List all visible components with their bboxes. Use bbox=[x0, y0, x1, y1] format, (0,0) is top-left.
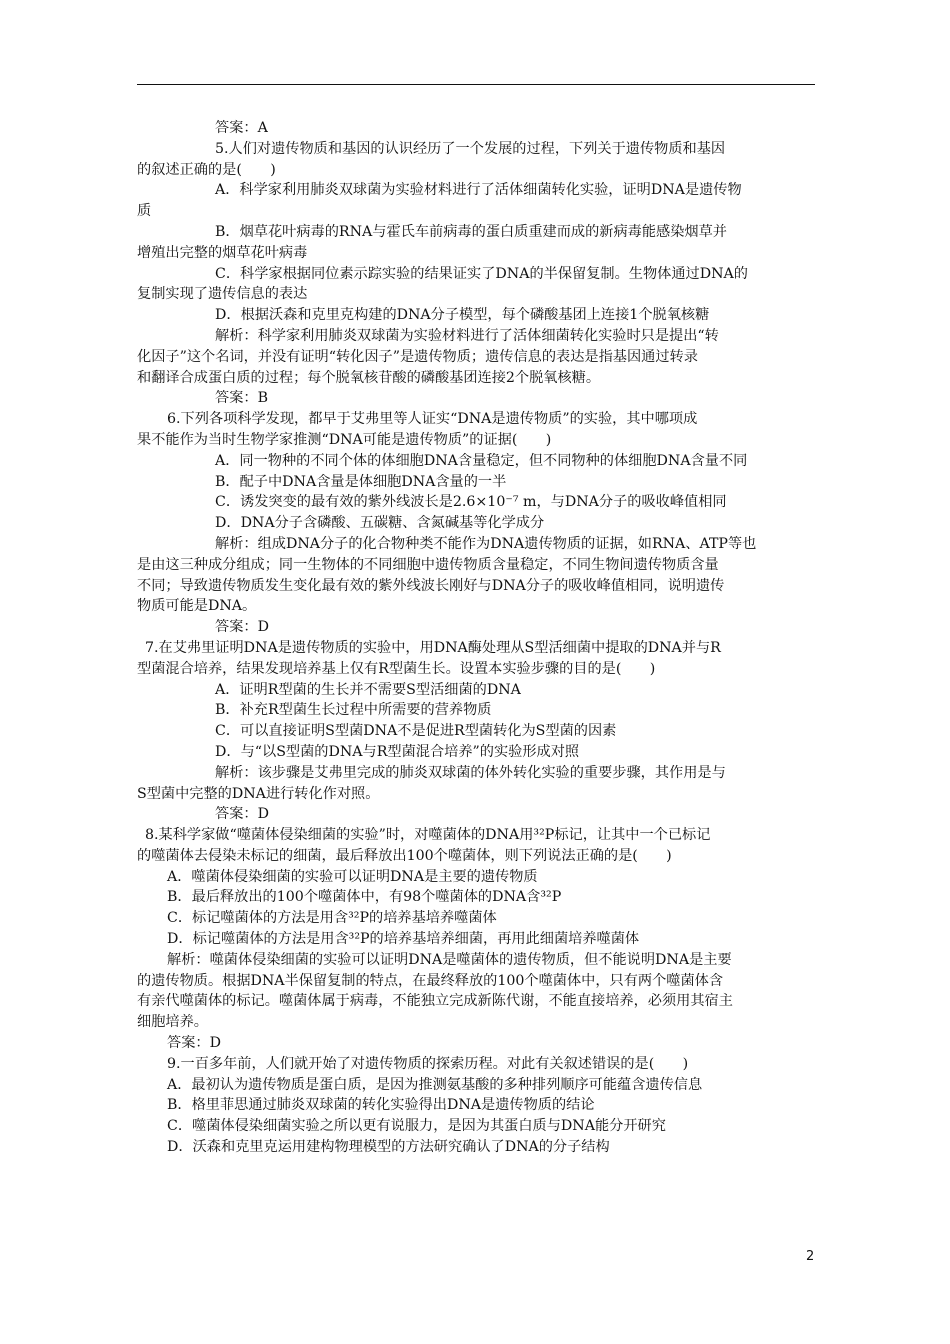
text-line: 的遗传物质。根据DNA半保留复制的特点，在最终释放的100个噬菌体中，只有两个噬菌体含 bbox=[137, 972, 724, 989]
text-line: 答案：D bbox=[215, 619, 269, 636]
text-line: 和翻译合成蛋白质的过程；每个脱氧核苷酸的磷酸基团连接2个脱氧核糖。 bbox=[137, 369, 601, 386]
header-rule bbox=[137, 84, 815, 85]
text-line: 答案：A bbox=[215, 120, 268, 136]
text-line: C．诱发突变的最有效的紫外线波长是2.6×10⁻⁷ m，与DNA分子的吸收峰值相同 bbox=[215, 494, 727, 511]
text-line: 不同；导致遗传物质发生变化最有效的紫外线波长刚好与DNA分子的吸收峰值相同，说明遗传 bbox=[137, 577, 725, 594]
text-line: C．标记噬菌体的方法是用含³²P的培养基培养噬菌体 bbox=[167, 910, 497, 927]
text-line: 解析：该步骤是艾弗里完成的肺炎双球菌的体外转化实验的重要步骤，其作用是与 bbox=[215, 764, 726, 781]
text-line: 复制实现了遗传信息的表达 bbox=[137, 286, 308, 303]
text-line: B．烟草花叶病毒的RNA与霍氏车前病毒的蛋白质重建而成的新病毒能感染烟草并 bbox=[215, 223, 727, 240]
text-line: C．噬菌体侵染细菌实验之所以更有说服力，是因为其蛋白质与DNA能分开研究 bbox=[167, 1118, 666, 1135]
text-line: 化因子”这个名词，并没有证明“转化因子”是遗传物质；遗传信息的表达是指基因通过转录 bbox=[137, 348, 698, 365]
text-line: D．DNA分子含磷酸、五碳糖、含氮碱基等化学成分 bbox=[215, 515, 545, 532]
text-line: C．科学家根据同位素示踪实验的结果证实了DNA的半保留复制。生物体通过DNA的 bbox=[215, 265, 748, 282]
text-line: A．最初认为遗传物质是蛋白质，是因为推测氨基酸的多种排列顺序可能蕴含遗传信息 bbox=[167, 1076, 703, 1093]
text-line: 的噬菌体去侵染未标记的细菌，最后释放出100个噬菌体，则下列说法正确的是( ) bbox=[137, 847, 672, 864]
text-line: 9.一百多年前，人们就开始了对遗传物质的探索历程。对此有关叙述错误的是( ) bbox=[167, 1055, 689, 1072]
text-line: 增殖出完整的烟草花叶病毒 bbox=[137, 244, 308, 261]
document-body bbox=[137, 118, 815, 1158]
text-line: A．噬菌体侵染细菌的实验可以证明DNA是主要的遗传物质 bbox=[167, 868, 538, 885]
text-line: B．补充R型菌生长过程中所需要的营养物质 bbox=[215, 702, 492, 719]
text-line: B．最后释放出的100个噬菌体中，有98个噬菌体的DNA含³²P bbox=[167, 889, 562, 906]
text-line: 答案：D bbox=[215, 806, 269, 823]
text-line: 8.某科学家做“噬菌体侵染细菌的实验”时，对噬菌体的DNA用³²P标记，让其中一个已标记 bbox=[145, 827, 711, 844]
text-line: B．配子中DNA含量是体细胞DNA含量的一半 bbox=[215, 473, 507, 490]
text-line: 物质可能是DNA。 bbox=[137, 598, 257, 615]
page-number: 2 bbox=[806, 1249, 815, 1264]
text-line: 7.在艾弗里证明DNA是遗传物质的实验中，用DNA酶处理从S型活细菌中提取的DNA并与R bbox=[145, 639, 721, 656]
text-line: 5.人们对遗传物质和基因的认识经历了一个发展的过程，下列关于遗传物质和基因 bbox=[215, 140, 726, 157]
text-line: A．科学家利用肺炎双球菌为实验材料进行了活体细菌转化实验，证明DNA是遗传物 bbox=[215, 182, 742, 199]
text-line: 解析：科学家利用肺炎双球菌为实验材料进行了活体细菌转化实验时只是提出“转 bbox=[215, 327, 719, 344]
text-line: 有亲代噬菌体的标记。噬菌体属于病毒，不能独立完成新陈代谢，不能直接培养，必须用其宿主 bbox=[137, 993, 733, 1010]
text-line: D．标记噬菌体的方法是用含³²P的培养基培养细菌，再用此细菌培养噬菌体 bbox=[167, 931, 640, 948]
text-line: 解析：噬菌体侵染细菌的实验可以证明DNA是噬菌体的遗传物质，但不能说明DNA是主要 bbox=[167, 951, 732, 968]
text-line: A．证明R型菌的生长并不需要S型活细菌的DNA bbox=[215, 681, 521, 698]
text-line: 细胞培养。 bbox=[137, 1014, 208, 1031]
text-line: D．与“以S型菌的DNA与R型菌混合培养”的实验形成对照 bbox=[215, 743, 580, 760]
text-line: 是由这三种成分组成；同一生物体的不同细胞中遗传物质含量稳定，不同生物间遗传物质含量 bbox=[137, 556, 719, 573]
text-line: 解析：组成DNA分子的化合物种类不能作为DNA遗传物质的证据，如RNA、ATP等也 bbox=[215, 535, 757, 552]
text-line: 果不能作为当时生物学家推测“DNA可能是遗传物质”的证据( ) bbox=[137, 431, 552, 448]
text-line: 的叙述正确的是( ) bbox=[137, 161, 276, 178]
text-line: B．格里菲思通过肺炎双球菌的转化实验得出DNA是遗传物质的结论 bbox=[167, 1097, 595, 1114]
text-line: D．根据沃森和克里克构建的DNA分子模型，每个磷酸基团上连接1个脱氧核糖 bbox=[215, 307, 710, 324]
text-line: 6.下列各项科学发现，都早于艾弗里等人证实“DNA是遗传物质”的实验，其中哪项成 bbox=[167, 411, 698, 428]
text-line: 型菌混合培养，结果发现培养基上仅有R型菌生长。设置本实验步骤的目的是( ) bbox=[137, 660, 656, 677]
text-line: D．沃森和克里克运用建构物理模型的方法研究确认了DNA的分子结构 bbox=[167, 1139, 610, 1156]
text-line: 答案：D bbox=[167, 1035, 221, 1052]
text-line: A．同一物种的不同个体的体细胞DNA含量稳定，但不同物种的体细胞DNA含量不同 bbox=[215, 452, 748, 469]
text-line: 答案：B bbox=[215, 390, 268, 407]
text-line: C．可以直接证明S型菌DNA不是促进R型菌转化为S型菌的因素 bbox=[215, 723, 617, 740]
text-line: 质 bbox=[137, 203, 152, 220]
text-line: S型菌中完整的DNA进行转化作对照。 bbox=[137, 785, 380, 802]
